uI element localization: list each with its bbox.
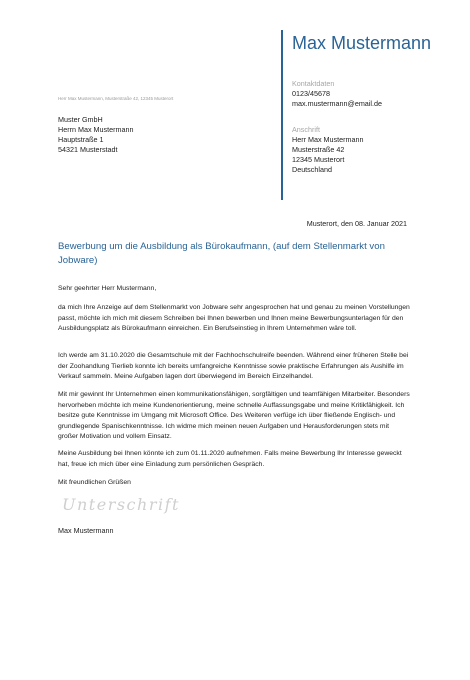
recipient-city: 54321 Musterstadt <box>58 145 118 154</box>
applicant-name: Max Mustermann <box>292 33 432 53</box>
recipient-street: Hauptstraße 1 <box>58 135 104 144</box>
address-line-country: Deutschland <box>292 165 332 174</box>
address-line-street: Musterstraße 42 <box>292 145 345 154</box>
paragraph-1: da mich Ihre Anzeige auf dem Stellenmarkt von Jobware sehr angesprochen hat und genau zu meinen Vorstellungen passt, möchte ich mich mit diesem Schreiben bei Ihnen bewerben und Ihnen meine Bewerbungsunterlagen für den Ausbildungsplatz als Bürokaufmann einreichen. Ein Berufseinstieg in Ihrem Unternehmen wäre toll. <box>58 304 410 333</box>
paragraph-3: Mit mir gewinnt Ihr Unternehmen einen kommunikationsfähigen, sorgfältigen und teamfähigen Mitarbeiter. Besonders hervorheben möchte ich meine Kundenorientierung, meine schnelle Auffassungsgabe und meine Kritikfähigkeit. Ich besitze gute Kenntnisse im Umgang mit Microsoft Office. Des Weiteren verfüge ich über fließende Englisch- und grundlegende Spanischkenntnisse. Ich widme mich meinen neuen Aufgaben und Herausforderungen stets mit großer Motivation und vollem Einsatz. <box>58 391 410 441</box>
recipient-company: Muster GmbH <box>58 115 103 124</box>
paragraph-4: Meine Ausbildung bei Ihnen könnte ich zum 01.11.2020 aufnehmen. Falls meine Bewerbung Ihr Interesse geweckt hat, freue ich mich über eine Einladung zum persönlichen Gespräch. <box>58 450 402 468</box>
paragraph-2: Ich werde am 31.10.2020 die Gesamtschule mit der Fachhochschulreife beenden. Während einer früheren Stelle bei der Zoohandlung Tierlieb konnte ich bereits umfangreiche Kenntnisse sowie praktische Erfahrungen als Aushilfe im Verkauf sammeln. Meine Aufgaben lagen dort überwiegend im Bereich Einzelhandel. <box>58 352 409 381</box>
letter-subject: Bewerbung um die Ausbildung als Bürokaufmann, (auf dem Stellenmarkt von Jobware) <box>58 241 385 266</box>
header-accent-bar <box>281 30 283 200</box>
contact-phone: 0123/45678 <box>292 89 330 98</box>
address-label: Anschrift <box>292 125 320 134</box>
salutation: Sehr geehrter Herr Mustermann, <box>58 285 157 292</box>
contact-email[interactable]: max.mustermann@email.de <box>292 99 382 108</box>
signed-name: Max Mustermann <box>58 526 114 535</box>
sender-return-line: Herr Max Mustermann, Musterstraße 42, 12345 Musterort <box>58 96 174 101</box>
address-line-city: 12345 Musterort <box>292 155 345 164</box>
contact-label: Kontaktdaten <box>292 79 335 88</box>
recipient-person: Herrn Max Mustermann <box>58 125 134 134</box>
signature: Unterschrift <box>62 495 180 514</box>
closing: Mit freundlichen Grüßen <box>58 479 131 486</box>
address-line-name: Herr Max Mustermann <box>292 135 364 144</box>
letter-date: Musterort, den 08. Januar 2021 <box>306 219 407 228</box>
